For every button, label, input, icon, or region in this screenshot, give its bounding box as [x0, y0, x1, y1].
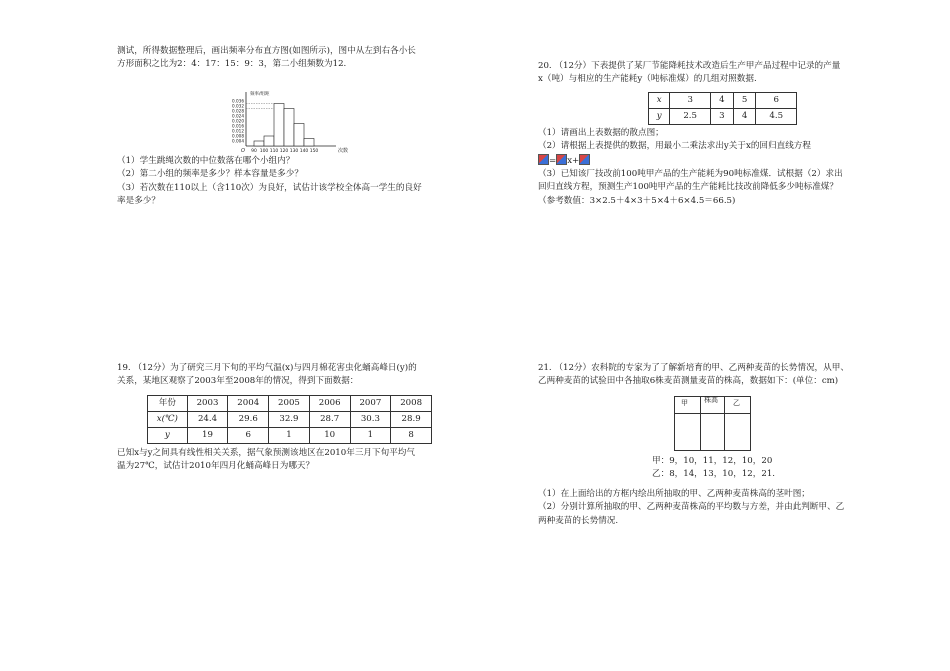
table-row — [148, 428, 432, 444]
q20-line-1: 20. （12分）下表提供了某厂节能降耗技术改造后生产甲产品过程中记录的产量 — [538, 61, 841, 71]
q20-reference-values: （参考数值：3×2.5＋4×3＋5×4＋6×4.5＝66.5) — [538, 195, 736, 206]
table-cell: y — [649, 109, 670, 125]
table-cell: 2006 — [309, 396, 350, 412]
q18-questions — [117, 155, 487, 208]
q19-after — [117, 447, 487, 474]
y-tick-label: 0.008 — [232, 133, 244, 139]
y-tick-label: 0.028 — [232, 108, 244, 114]
table-cell: 2005 — [269, 396, 310, 412]
table-cell: 24.4 — [187, 412, 228, 428]
q18-intro-line-1: 测试，所得数据整理后，画出频率分布直方图(如图所示)，图中从左到右各小长 — [117, 46, 416, 56]
y-tick-label: 0.016 — [232, 123, 244, 129]
q18-intro-line-2: 方形面积之比为2：4：17：15：9：3，第二小组频数为12. — [117, 59, 347, 70]
table-cell: 29.6 — [228, 412, 269, 428]
table-cell: 2007 — [350, 396, 391, 412]
equals-sign: = — [549, 155, 557, 166]
stem-leaf-box[interactable] — [674, 396, 751, 451]
stem-header: 株高 — [704, 396, 718, 404]
y-tick-label: 0.036 — [232, 98, 244, 104]
x-plus-text: x+ — [567, 155, 580, 166]
table-cell: 2.5 — [670, 109, 711, 125]
x-tick-label: 120 — [279, 149, 289, 154]
a-hat-image-icon — [579, 154, 590, 165]
q20-item-3a: （3）已知该厂技改前100吨甲产品的生产能耗为90吨标准煤．试根据（2）求出 — [538, 168, 843, 179]
table-cell: x(℃) — [148, 412, 188, 428]
q20-item-3b: 回归直线方程，预测生产100吨甲产品的生产能耗比技改前降低多少吨标准煤？ — [538, 182, 838, 193]
table-cell: 1 — [269, 428, 310, 444]
y-axis-label: 频率/组距 — [250, 92, 270, 97]
q19-line-2: 关系，某地区观察了2003年至2008年的情况，得到下面数据： — [117, 376, 359, 387]
table-row — [148, 396, 432, 412]
q20-block — [538, 60, 918, 87]
q20-item-2: （2）请根据上表提供的数据，用最小二乘法求出y关于x的回归直线方程 — [538, 141, 811, 152]
histogram-bar — [294, 124, 304, 147]
y-hat-image-icon — [538, 154, 549, 165]
x-tick-label: 140 — [299, 149, 309, 154]
table-cell: 19 — [187, 428, 228, 444]
regression-equation — [538, 154, 918, 168]
table-cell: 1 — [350, 428, 391, 444]
jia-header: 甲 — [681, 399, 688, 407]
q21-block — [538, 362, 918, 389]
q19-line-1: 19. （12分）为了研究三月下旬的平均气温(x)与四月棉花害虫化蛹高峰日(y)的 — [117, 363, 417, 373]
table-row — [649, 109, 797, 125]
histogram-bar — [284, 109, 294, 147]
origin-label: O — [241, 148, 245, 154]
table-cell: 3 — [710, 109, 733, 125]
table-cell: 6 — [756, 93, 797, 109]
table-cell: 2008 — [391, 396, 432, 412]
x-tick-label: 90 — [251, 149, 257, 154]
histogram-bar — [274, 104, 284, 147]
q21-item-2a: （2）分别计算所抽取的甲、乙两种麦苗株高的平均数与方差，并由此判断甲、乙 — [538, 502, 845, 513]
q19-block — [117, 362, 487, 389]
b-hat-image-icon — [556, 154, 567, 165]
table-row — [649, 93, 797, 109]
q18-item-3: （3）若次数在110以上（含110次）为良好，试估计该学校全体高一学生的良好 — [117, 182, 422, 193]
table-cell: 年份 — [148, 396, 188, 412]
x-tick-label: 130 — [289, 149, 299, 154]
q21-item-2b: 两种麦苗的长势情况. — [538, 515, 619, 526]
q20-item-1: （1）请画出上表数据的散点图； — [538, 128, 664, 138]
q19-after-line-2: 温为27℃，试估计2010年四月化蛹高峰日为哪天？ — [117, 461, 315, 472]
table-cell: 4 — [710, 93, 733, 109]
x-tick-label: 110 — [269, 149, 279, 154]
x-tick-label: 100 — [259, 149, 269, 154]
q21-item-1: （1）在上面给出的方框内绘出所抽取的甲、乙两种麦苗株高的茎叶图； — [538, 489, 810, 499]
table-cell: y — [148, 428, 188, 444]
q20-data-table — [648, 92, 797, 125]
q20-line-2: x（吨）与相应的生产能耗y（吨标准煤）的几组对照数据. — [538, 74, 757, 85]
q18-item-2: （2）第二小组的频率是多少？样本容量是多少？ — [117, 169, 303, 180]
y-tick-label: 0.004 — [232, 138, 244, 144]
table-cell: 4.5 — [756, 109, 797, 125]
table-cell: 2003 — [187, 396, 228, 412]
histogram-bar — [264, 136, 274, 146]
table-cell: 2004 — [228, 396, 269, 412]
q18-item-3-cont: 率是多少？ — [117, 195, 160, 206]
q19-after-line-1: 已知x与y之间具有线性相关关系，据气象预测该地区在2010年三月下旬平均气 — [117, 448, 415, 458]
x-tick-label: 150 — [309, 149, 319, 154]
table-cell: 5 — [733, 93, 756, 109]
table-cell: 10 — [309, 428, 350, 444]
table-cell: 3 — [670, 93, 711, 109]
q19-data-table — [147, 395, 432, 444]
table-cell: 4 — [733, 109, 756, 125]
q21-questions — [538, 488, 918, 528]
y-tick-label: 0.020 — [232, 118, 244, 124]
q21-line-2: 乙两种麦苗的试验田中各抽取6株麦苗测量麦苗的株高，数据如下：(单位：cm) — [538, 376, 839, 387]
table-cell: x — [649, 93, 670, 109]
table-cell: 28.9 — [391, 412, 432, 428]
table-cell: 8 — [391, 428, 432, 444]
q18-block — [117, 45, 487, 72]
q21-data — [652, 455, 852, 482]
y-tick-label: 0.024 — [232, 113, 244, 119]
y-tick-label: 0.012 — [232, 128, 244, 134]
histogram-bar — [254, 141, 264, 146]
table-row — [148, 412, 432, 428]
histogram-chart — [222, 90, 362, 156]
q18-item-1: （1）学生跳绳次数的中位数落在哪个小组内？ — [117, 156, 295, 166]
table-cell: 30.3 — [350, 412, 391, 428]
yi-header: 乙 — [733, 399, 740, 407]
y-tick-label: 0.032 — [232, 103, 244, 109]
x-axis-label: 次数 — [338, 148, 349, 154]
stem-column-left-divider — [700, 397, 701, 450]
table-cell: 6 — [228, 428, 269, 444]
histogram-bar — [304, 139, 314, 147]
stem-column-right-divider — [724, 397, 725, 450]
table-cell: 28.7 — [309, 412, 350, 428]
q20-questions — [538, 127, 918, 208]
jia-data: 甲：9，10，11，12，10，20 — [652, 456, 773, 466]
yi-data: 乙：8，14，13，10，12，21. — [652, 469, 776, 480]
q21-line-1: 21. （12分）农科院的专家为了了解新培育的甲、乙两种麦苗的长势情况，从甲、 — [538, 363, 849, 373]
table-cell: 32.9 — [269, 412, 310, 428]
